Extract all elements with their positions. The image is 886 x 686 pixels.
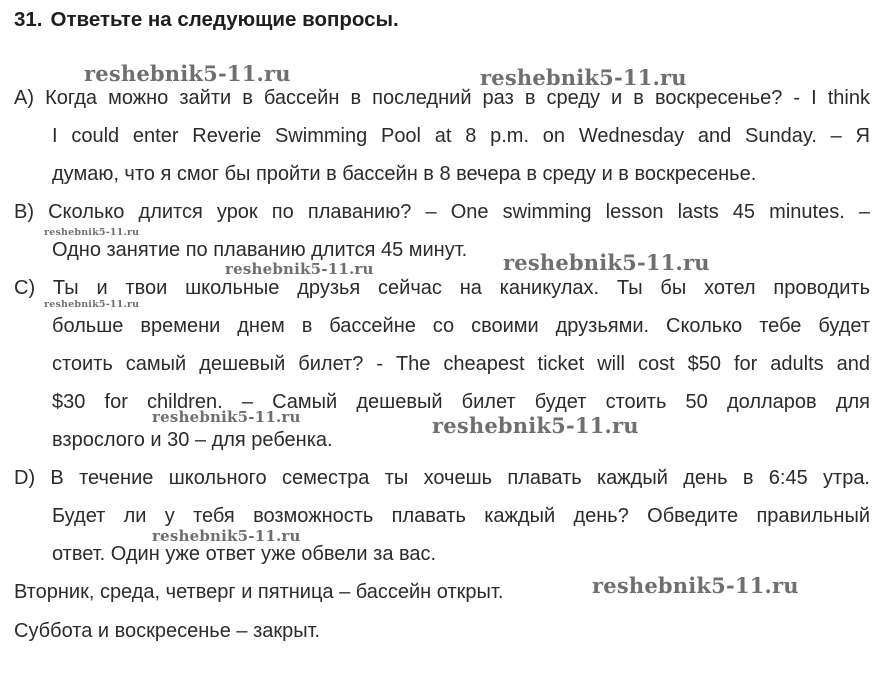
answer-c-line-3: стоить самый дешевый билет? - The cheapest ticket will cost $50 for adults and <box>52 353 870 375</box>
watermark: reshebnik5-11.ru <box>44 227 140 238</box>
watermark: reshebnik5-11.ru <box>432 413 639 438</box>
answer-d-line-3: ответ. Один уже ответ уже обвели за вас. <box>52 543 437 565</box>
schedule-closed: Суббота и воскресенье – закрыт. <box>14 620 321 642</box>
answer-b-line-1: B) Сколько длится урок по плаванию? – One swimming lesson lasts 45 minutes. – <box>14 201 870 223</box>
answer-c-line-1: C) Ты и твои школьные друзья сейчас на каникулах. Ты бы хотел проводить <box>14 277 870 299</box>
answer-d-line-1: D) В течение школьного семестра ты хочешь плавать каждый день в 6:45 утра. <box>14 467 870 489</box>
schedule-open: Вторник, среда, четверг и пятница – бассейн открыт. <box>14 581 504 603</box>
answer-a-line-3: думаю, что я смог бы пройти в бассейн в 8 вечера в среду и в воскресенье. <box>52 163 757 185</box>
exercise-title: Ответьте на следующие вопросы. <box>50 8 399 31</box>
answer-a-line-1: A) Когда можно зайти в бассейн в последний раз в среду и в воскресенье? - I think <box>14 87 870 109</box>
exercise-heading <box>14 8 399 32</box>
answer-c-line-4: $30 for children. – Самый дешевый билет будет стоить 50 долларов для <box>52 391 870 413</box>
watermark: reshebnik5-11.ru <box>152 527 301 545</box>
watermark: reshebnik5-11.ru <box>152 408 301 426</box>
answer-b-line-2: Одно занятие по плаванию длится 45 минут. <box>52 239 468 261</box>
answer-a-line-2: I could enter Reverie Swimming Pool at 8 p.m. on Wednesday and Sunday. – Я <box>52 125 870 147</box>
watermark: reshebnik5-11.ru <box>503 250 710 275</box>
watermark: reshebnik5-11.ru <box>480 65 687 90</box>
exercise-number: 31. <box>14 8 43 31</box>
answer-c-line-2: больше времени днем в бассейне со своими друзьями. Сколько тебе будет <box>52 315 870 337</box>
watermark: reshebnik5-11.ru <box>592 573 799 598</box>
answer-d-line-2: Будет ли у тебя возможность плавать каждый день? Обведите правильный <box>52 505 870 527</box>
watermark: reshebnik5-11.ru <box>44 299 140 310</box>
watermark: reshebnik5-11.ru <box>84 61 291 86</box>
watermark: reshebnik5-11.ru <box>225 260 374 278</box>
answer-c-line-5: взрослого и 30 – для ребенка. <box>52 429 333 451</box>
